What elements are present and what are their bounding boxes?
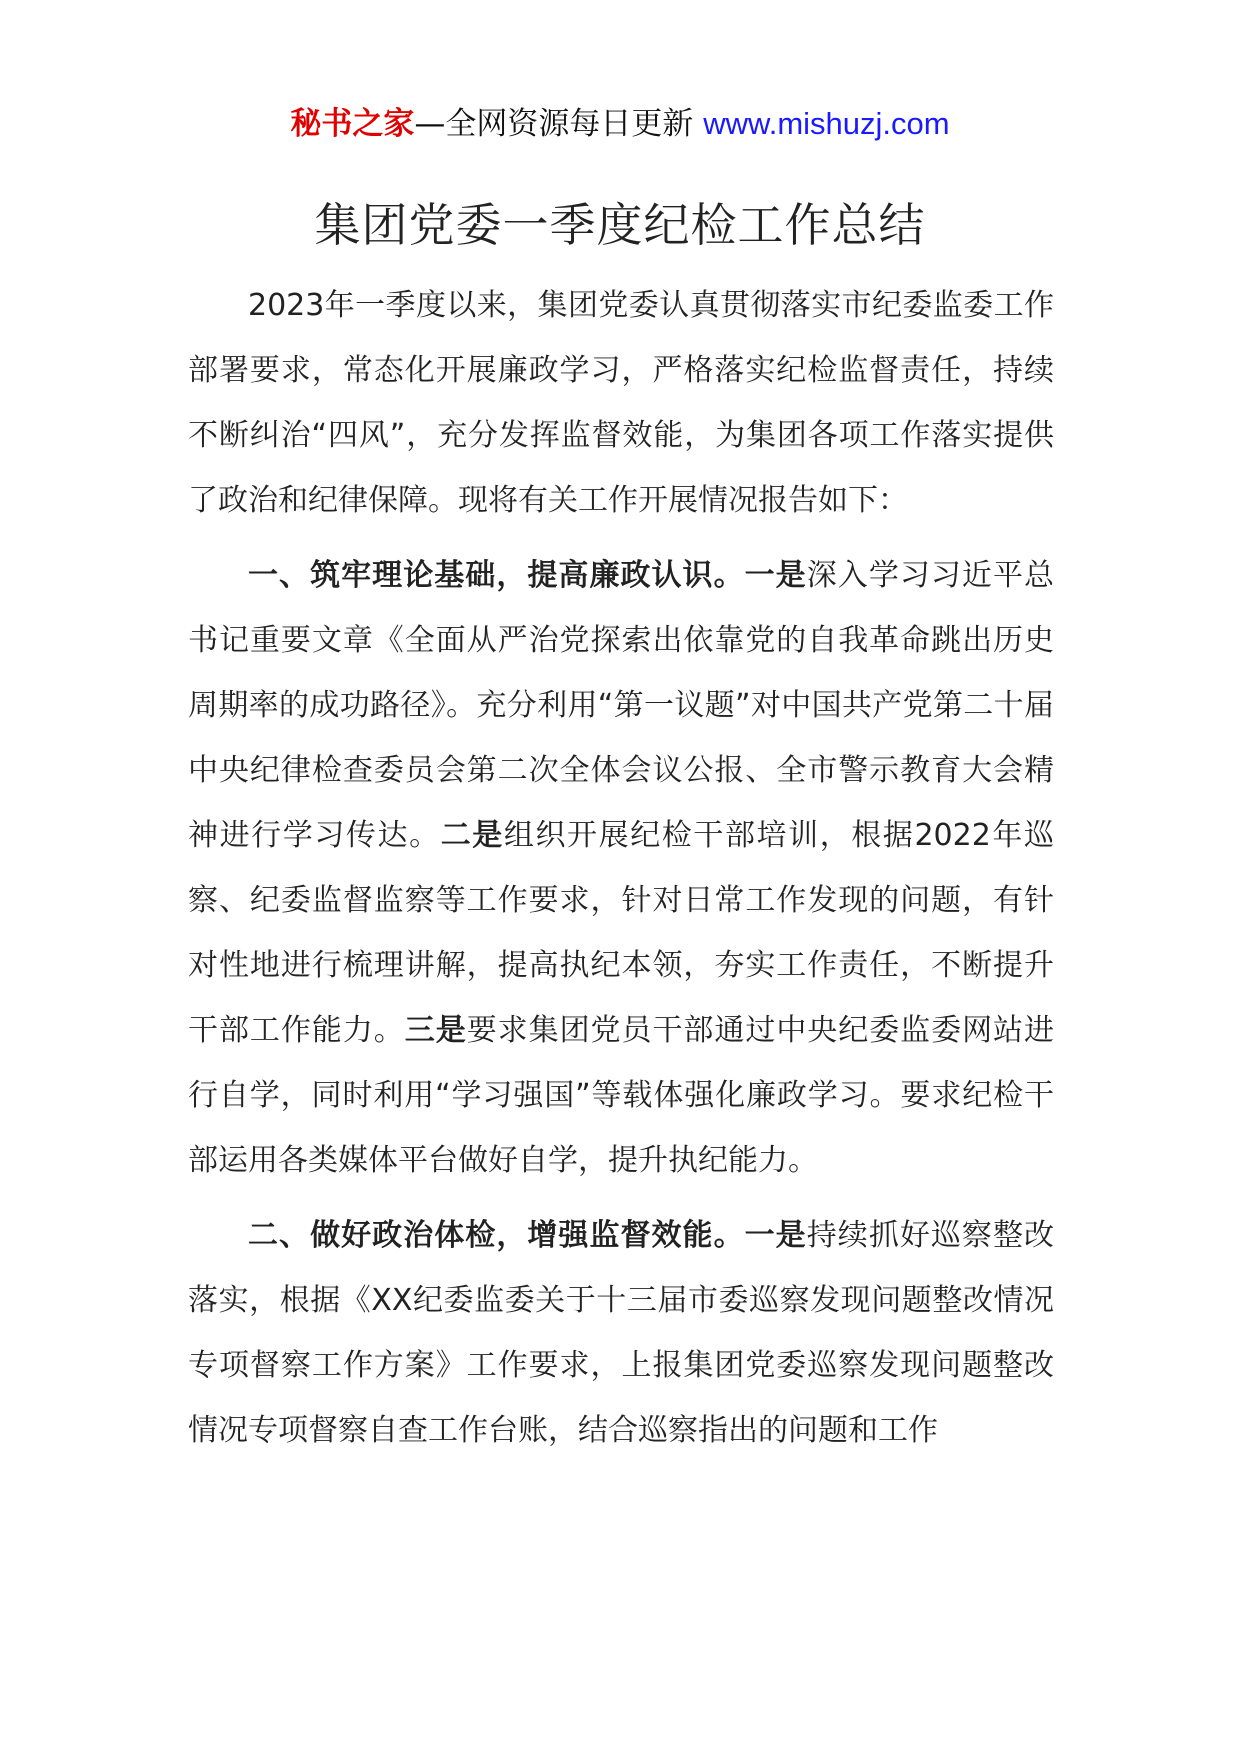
section-2-heading: 二、做好政治体检，增强监督效能。 bbox=[248, 1218, 745, 1253]
document-body bbox=[188, 273, 1054, 1463]
section-1-heading: 一、筑牢理论基础，提高廉政认识。 bbox=[248, 558, 745, 593]
section-1-point-3-lead: 三是 bbox=[404, 1013, 467, 1048]
section-2-point-1-text: 持续抓好巡察整改落实，根据《XX纪委监委关于十三届市委巡察发现问题整改情况专项督察工作方案》工作要求，上报集团党委巡察发现问题整改情况专项督察自查工作台账，结合巡察指出的问题和工作 bbox=[188, 1218, 1055, 1448]
section-1-point-2-text: 组织开展纪检干部培训，根据2022年巡察、纪委监督监察等工作要求，针对日常工作发现的问题，有针对性地进行梳理讲解，提高执纪本领，夯实工作责任，不断提升干部工作能力。 bbox=[188, 818, 1054, 1048]
section-2-point-1-lead: 一是 bbox=[744, 1218, 807, 1253]
section-1-point-3-text: 要求集团党员干部通过中央纪委监委网站进行自学，同时利用“学习强国”等载体强化廉政学习。要求纪检干部运用各类媒体平台做好自学，提升执纪能力。 bbox=[188, 1013, 1055, 1178]
document-title: 集团党委一季度纪检工作总结 bbox=[314, 198, 926, 252]
site-header bbox=[0, 100, 1240, 148]
site-brand: 秘书之家 bbox=[290, 106, 415, 142]
section-1-point-1-text: 深入学习习近平总书记重要文章《全面从严治党探索出依靠党的自我革命跳出历史周期率的成功路径》。充分利用“第一议题”对中国共产党第二十届中央纪律检查委员会第二次全体会议公报、全市警示教育大会精神进行学习传达。 bbox=[188, 558, 1055, 853]
section-1-point-2-lead: 二是 bbox=[440, 818, 504, 853]
section-1-point-1-lead: 一是 bbox=[744, 558, 807, 593]
section-1-paragraph bbox=[188, 543, 1054, 1193]
site-url-link[interactable]: www.mishuzj.com bbox=[703, 106, 950, 141]
site-tagline: —全网资源每日更新 bbox=[414, 106, 704, 142]
intro-paragraph: 2023年一季度以来，集团党委认真贯彻落实市纪委监委工作部署要求，常态化开展廉政学习，严格落实纪检监督责任，持续不断纠治“四风”，充分发挥监督效能，为集团各项工作落实提供了政治和纪律保障。现将有关工作开展情况报告如下： bbox=[188, 288, 1054, 518]
section-2-paragraph bbox=[188, 1203, 1054, 1463]
